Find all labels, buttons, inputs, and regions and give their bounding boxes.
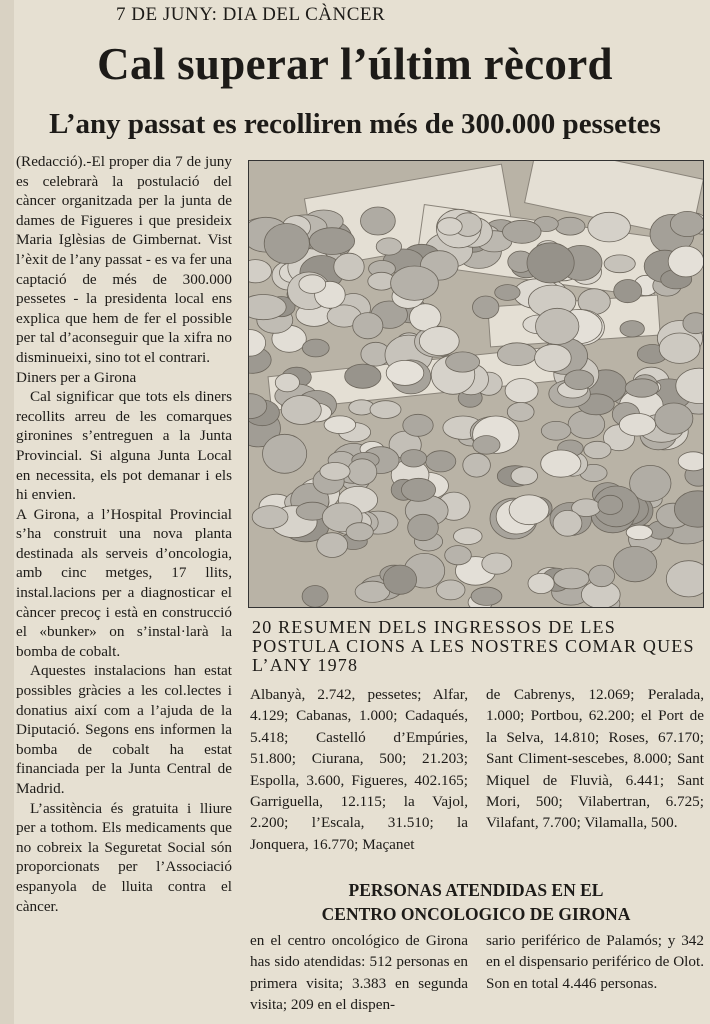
- section-heading: Diners per a Girona: [16, 368, 137, 386]
- subheadline: L’any passat es recolliren més de 300.000 pessetes: [49, 108, 661, 140]
- coin-shape: [473, 296, 499, 319]
- coin-shape: [619, 413, 655, 436]
- coin-shape: [403, 414, 433, 436]
- coin-shape: [299, 275, 326, 294]
- coin-shape: [324, 416, 356, 434]
- section-column-right: sario periférico de Palamós; y 342 en el dispensario periférico de Olot. Son en total 4.446 personas.: [486, 932, 704, 992]
- coin-shape: [678, 452, 703, 471]
- coin-shape: [370, 401, 401, 419]
- coin-shape: [527, 243, 574, 283]
- coin-shape: [507, 403, 534, 422]
- coin-shape: [436, 580, 465, 600]
- coin-shape: [376, 238, 401, 255]
- coin-shape: [598, 495, 623, 514]
- coin-shape: [495, 285, 520, 301]
- paragraph: L’assitència és gratuita i lliure per a tothom. Els medicaments que no cobreix la Seguretat Social són proporcionats per l’Associació espanyola de lluita contra el càncer.: [16, 799, 232, 915]
- coin-shape: [541, 450, 581, 477]
- box-title: 20 RESUMEN DELS INGRESSOS DE LES POSTULA CIONS A LES NOSTRES COMAR QUES L’ANY 1978: [252, 617, 695, 675]
- article-body: [16, 152, 232, 916]
- coin-shape: [511, 467, 538, 485]
- coin-shape: [264, 224, 309, 264]
- coin-shape: [497, 343, 536, 366]
- coin-shape: [614, 280, 642, 303]
- coin-shape: [263, 434, 307, 473]
- coin-shape: [482, 553, 512, 574]
- coin-shape: [302, 339, 329, 357]
- paragraph: A Girona, a l’Hospital Provincial s’ha construit una nova planta destinada als serveis d’oncologia, amb cinc metges, 17 llits, instal.lacions per a diagnosticar el càncer precoç i està en construcció el «bunker» on s’instal·larà la bomba de cobalt.: [16, 505, 232, 660]
- coin-shape: [535, 345, 572, 372]
- coin-shape: [401, 478, 435, 501]
- coin-shape: [655, 403, 693, 434]
- coin-shape: [604, 255, 635, 273]
- coin-shape: [353, 313, 383, 339]
- coin-shape: [446, 352, 480, 372]
- coin-shape: [252, 506, 288, 529]
- coin-shape: [408, 514, 439, 540]
- coin-shape: [668, 246, 703, 277]
- coin-shape: [589, 565, 615, 587]
- coin-shape: [302, 586, 328, 608]
- coin-shape: [670, 211, 703, 236]
- coin-shape: [588, 212, 631, 242]
- section-title-line: PERSONAS ATENDIDAS EN EL: [348, 880, 604, 900]
- coin-shape: [317, 533, 348, 558]
- coin-shape: [564, 370, 593, 390]
- headline: Cal superar l’últim rècord: [97, 39, 613, 89]
- coin-shape: [281, 396, 321, 425]
- section-column-left: en el centro oncológico de Girona has sido atendidas: 512 personas en primera visita; 3.383 en segunda visita; 209 en el dispen-: [250, 932, 468, 1014]
- coin-shape: [320, 463, 350, 481]
- section-title: [250, 878, 702, 926]
- coin-shape: [471, 587, 502, 605]
- coin-shape: [309, 228, 354, 255]
- coin-shape: [383, 565, 416, 594]
- coin-shape: [275, 373, 299, 391]
- coin-shape: [419, 327, 459, 356]
- coin-shape: [625, 379, 658, 397]
- coin-shape: [361, 207, 396, 235]
- coin-shape: [505, 379, 538, 403]
- coin-shape: [536, 308, 579, 344]
- coin-shape: [554, 568, 590, 589]
- coin-shape: [426, 451, 456, 472]
- coin-shape: [613, 546, 656, 581]
- coin-shape: [473, 436, 500, 455]
- coin-shape: [626, 525, 652, 540]
- coin-shape: [503, 220, 542, 243]
- coin-shape: [659, 333, 700, 363]
- coin-shape: [620, 321, 644, 337]
- coin-shape: [553, 510, 582, 536]
- coin-shape: [437, 218, 462, 235]
- coin-shape: [445, 546, 472, 565]
- paragraph: Cal significar que tots els diners recollits arreu de les comarques gironines s’entreguen a la Junta Provincial. Si alguna Junta Local en necessita, els pot demanar i els hi envien.: [16, 388, 232, 504]
- paragraph: (Redacció).-El proper dia 7 de juny es celebrarà la postulació del càncer organitzada per la junta de dames de Figueres i que presideix Maria Iglèsias de Gimbernat. Vist l’èxit de l’any passat - es va fer una captació de més de 300.000 pessetes - la presidenta local ens explica que hem de fer el possible per tal d’aconseguir que la xifra no disminueixi, sino tot el contrari.: [16, 153, 232, 366]
- coin-shape: [541, 421, 571, 440]
- coins-photo: [248, 160, 704, 608]
- page-edge: [0, 0, 14, 1024]
- paragraph: Aquestes instalacions han estat possibles gràcies a les col.lectes i donatius així com a l’ajuda de la Diputació. Segons ens informen la bomba de cobalt ha estat financiada per la Junta Central de Madrid.: [16, 662, 232, 797]
- coin-shape: [509, 495, 549, 525]
- box-column-left: Albanyà, 2.742, pessetes; Alfar, 4.129; Cabanas, 1.000; Cadaqués, 5.418; Castelló d’Empúries, 51.800; Ciurana, 500; 21.203; Espolla, 3.600, Figueres, 402.165; Garriguella, 12.115; la Vajol, 2.200; l’Escala, 31.510; la Jonquera, 16.770; Maçanet: [250, 686, 468, 853]
- coin-shape: [346, 523, 373, 541]
- kicker: 7 DE JUNY: DIA DEL CÀNCER: [116, 4, 386, 25]
- coins-photo-image: [249, 161, 703, 607]
- coin-shape: [463, 453, 491, 477]
- coin-shape: [347, 459, 376, 485]
- coin-shape: [334, 253, 364, 280]
- coin-shape: [401, 450, 427, 467]
- box-column-right: de Cabrenys, 12.069; Peralada, 1.000; Portbou, 62.200; el Port de la Selva, 14.810; Roses, 67.170; Sant Climent-sescebes, 8.000; Sant Miquel de Fluvià, 6.441; Sant Mori, 500; Vilabertran, 6.725; Vilafant, 7.700; Vilamalla, 500.: [486, 686, 704, 832]
- coin-shape: [528, 573, 554, 593]
- coin-shape: [391, 266, 439, 300]
- coin-shape: [345, 364, 381, 388]
- coin-shape: [386, 360, 424, 385]
- coin-shape: [555, 217, 585, 235]
- section-title-line: CENTRO ONCOLOGICO DE GIRONA: [321, 904, 631, 924]
- coin-shape: [454, 528, 483, 545]
- coin-shape: [584, 441, 611, 458]
